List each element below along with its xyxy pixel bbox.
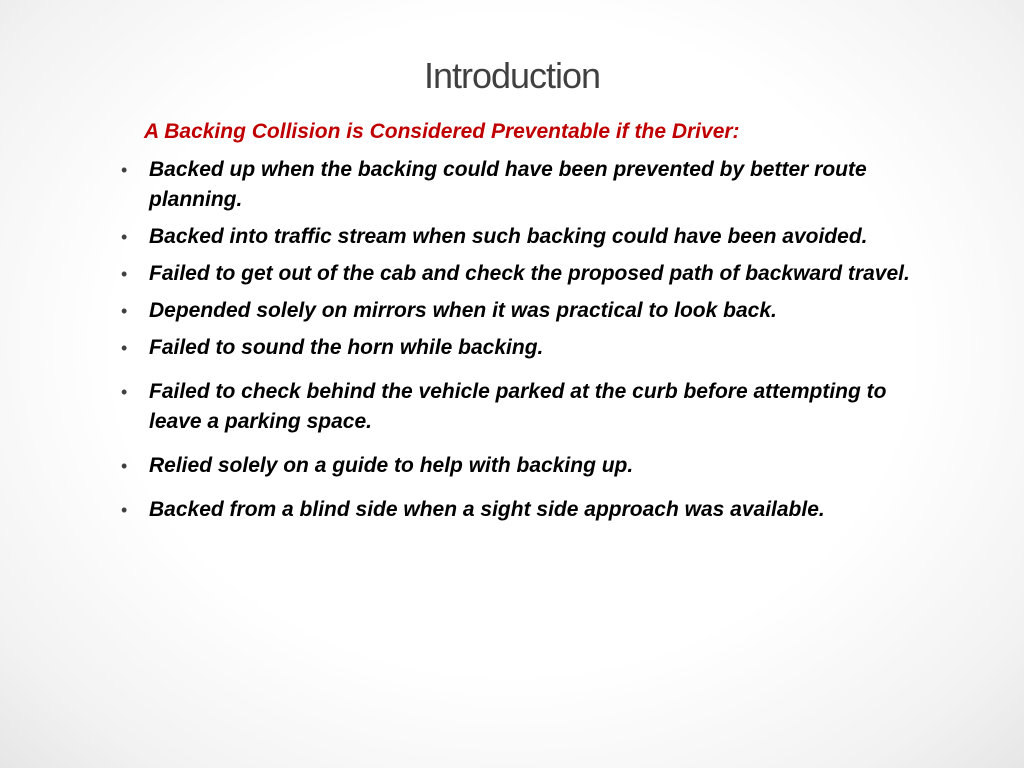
bullet-icon: •: [121, 338, 128, 358]
bullet-item: [120, 259, 920, 289]
bullet-item: [120, 377, 920, 437]
bullet-item: [120, 495, 920, 525]
bullet-icon: •: [121, 264, 128, 284]
bullet-text: Failed to get out of the cab and check the proposed path of backward travel.: [149, 262, 910, 285]
bullet-item: [120, 222, 920, 252]
bullet-text: Backed into traffic stream when such backing could have been avoided.: [149, 225, 868, 248]
bullet-icon: •: [121, 500, 128, 520]
bullet-text: Backed from a blind side when a sight side approach was available.: [149, 498, 825, 521]
bullet-list: [120, 155, 920, 525]
bullet-icon: •: [121, 227, 128, 247]
bullet-icon: •: [121, 382, 128, 402]
bullet-text: Backed up when the backing could have been prevented by better route planning.: [149, 158, 867, 211]
bullet-item: [120, 451, 920, 481]
bullet-item: [120, 155, 920, 215]
bullet-icon: •: [121, 456, 128, 476]
bullet-item: [120, 296, 920, 326]
bullet-text: Depended solely on mirrors when it was practical to look back.: [149, 299, 777, 322]
bullet-item: [120, 333, 920, 363]
bullet-text: Failed to sound the horn while backing.: [149, 336, 544, 359]
bullet-icon: •: [121, 301, 128, 321]
slide-title: Introduction: [423, 55, 601, 96]
bullet-icon: •: [121, 160, 128, 180]
slide-subtitle: A Backing Collision is Considered Preventable if the Driver:: [144, 120, 740, 143]
bullet-text: Failed to check behind the vehicle parked at the curb before attempting to leave a parking space.: [149, 380, 887, 433]
bullet-text: Relied solely on a guide to help with backing up.: [149, 454, 634, 477]
